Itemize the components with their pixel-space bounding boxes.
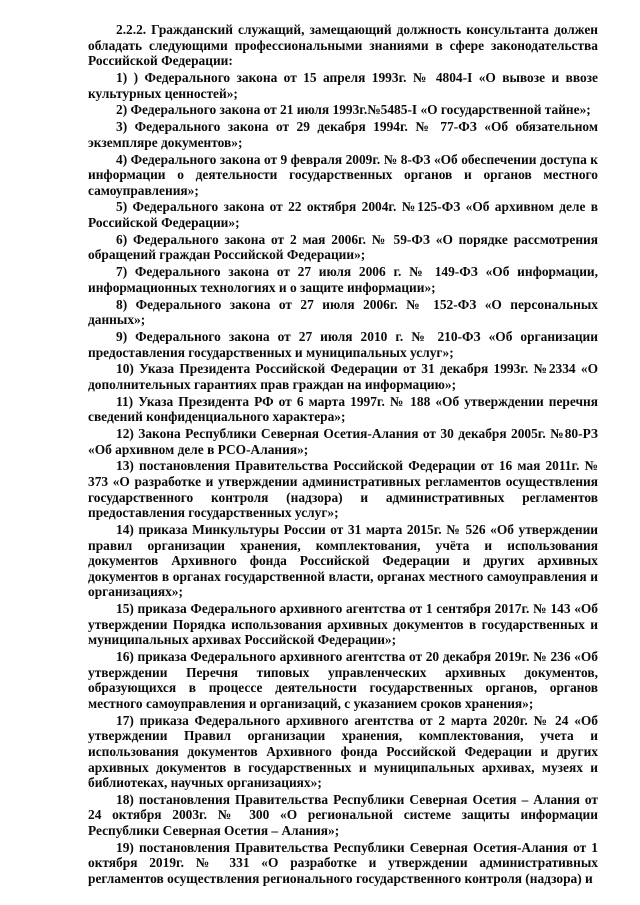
list-item: 9) Федерального закона от 27 июля 2010 г. № 210-ФЗ «Об организации предоставления государственных и муниципальных услуг»;	[88, 328, 598, 360]
list-item: 16) приказа Федерального архивного агентства от 20 декабря 2019г. № 236 «Об утверждении Перечня типовых управленческих архивных документов, образующихся в процессе деятельности государственных органов, органов местного самоуправления и организаций, с указанием сроков хранения»;	[88, 649, 598, 711]
list-item: 4) Федерального закона от 9 февраля 2009г. № 8-ФЗ «Об обеспечении доступа к информации о деятельности государственных органов и органов местного самоуправления»;	[88, 151, 598, 198]
document-body	[88, 22, 598, 888]
list-item: 7) Федерального закона от 27 июля 2006 г. № 149-ФЗ «Об информации, информационных технологиях и о защите информации»;	[88, 264, 598, 295]
list-item: 17) приказа Федерального архивного агентства от 2 марта 2020г. № 24 «Об утверждении Правил организации хранения, комплектования, учета и использования документов Архивного фонда Российской Федерации и других архивных документов в государственных и муниципальных архивах, музеях и библиотеках, научных организациях»;	[88, 712, 598, 791]
list-item: 1) ) Федерального закона от 15 апреля 1993г. № 4804-I «О вывозе и ввозе культурных ценностей»;	[88, 69, 598, 101]
list-item: 19) постановления Правительства Республики Северная Осетия-Алания от 1 октября 2019г. № 331 «О разработке и утверждении административных регламентов осуществления регионального государственного контроля (надзора) и	[88, 839, 598, 887]
list-item: 18) постановления Правительства Республики Северная Осетия – Алания от 24 октября 2003г. № 300 «О региональной системе защиты информации Республики Северная Осетия – Алания»;	[88, 791, 598, 839]
list-item: 8) Федерального закона от 27 июля 2006г. № 152-ФЗ «О персональных данных»;	[88, 296, 598, 328]
list-item: 14) приказа Минкультуры России от 31 марта 2015г. № 526 «Об утверждении правил организации хранения, комплектования, учёта и использования документов Архивного фонда Российской Федерации и других архивных документов в органах государственной власти, органах местного самоуправления и организациях»;	[88, 522, 598, 600]
section-intro: 2.2.2. Гражданский служащий, замещающий должность консультанта должен обладать следующими профессиональными знаниями в сфере законодательства Российской Федерации:	[88, 22, 598, 69]
list-item: 5) Федерального закона от 22 октября 2004г. №125-ФЗ «Об архивном деле в Российской Федерации»;	[88, 199, 598, 231]
list-item: 3) Федерального закона от 29 декабря 1994г. № 77-ФЗ «Об обязательном экземпляре документов»;	[88, 119, 598, 150]
list-item: 12) Закона Республики Северная Осетия-Алания от 30 декабря 2005г. №80-РЗ «Об архивном деле в РСО-Алания»;	[88, 426, 598, 457]
list-item: 13) постановления Правительства Российской Федерации от 16 мая 2011г. № 373 «О разработке и утверждении административных регламентов осуществления государственного контроля (надзора) и административных регламентов предоставления государственных услуг»;	[88, 458, 598, 521]
list-item: 10) Указа Президента Российской Федерации от 31 декабря 1993г. №2334 «О дополнительных гарантиях прав граждан на информацию»;	[88, 361, 598, 392]
list-item: 15) приказа Федерального архивного агентства от 1 сентября 2017г. № 143 «Об утверждении Порядка использования архивных документов в государственных и муниципальных архивах Российской Федерации»;	[88, 601, 598, 648]
list-item: 6) Федерального закона от 2 мая 2006г. № 59-ФЗ «О порядке рассмотрения обращений граждан Российской Федерации»;	[88, 231, 598, 263]
list-item: 2) Федерального закона от 21 июля 1993г.№5485-I «О государственной тайне»;	[116, 102, 591, 118]
list-item: 11) Указа Президента РФ от 6 марта 1997г. № 188 «Об утверждении перечня сведений конфиденциального характера»;	[88, 393, 598, 425]
